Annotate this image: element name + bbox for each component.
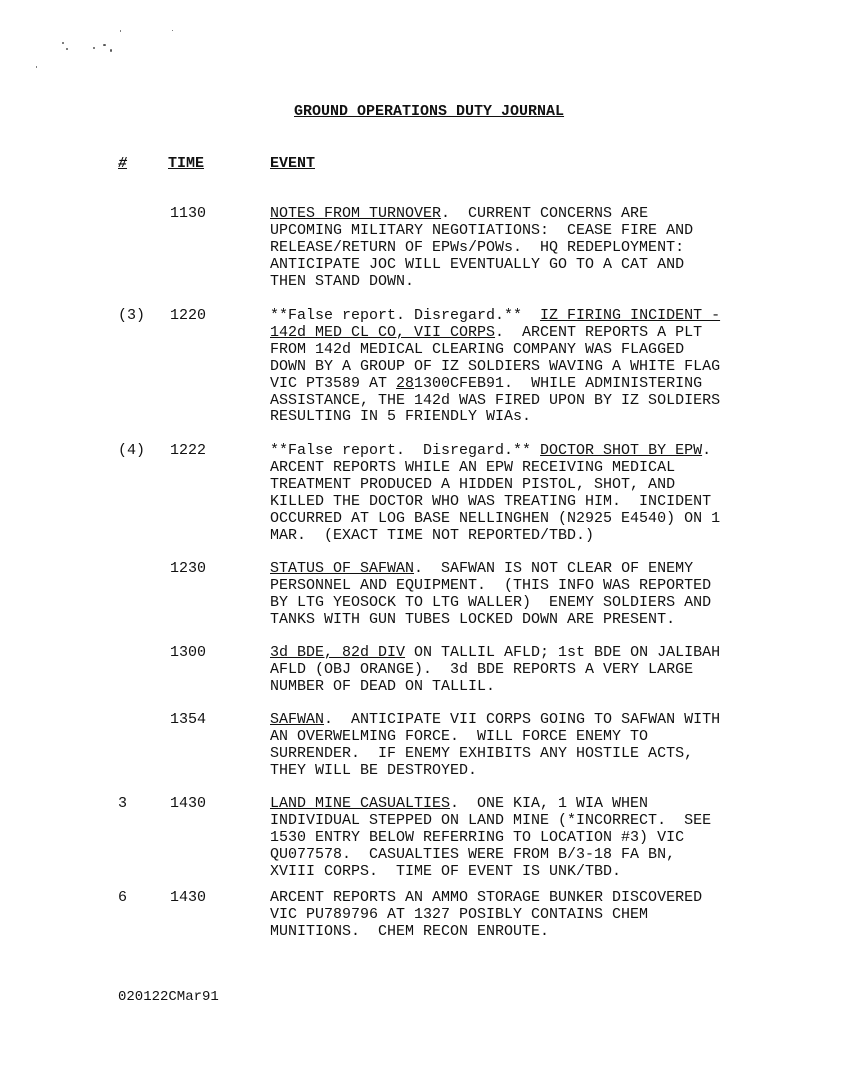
entry-event-text	[270, 443, 790, 544]
entry-time: 1430	[170, 795, 207, 812]
event-text-segment: THEN STAND DOWN.	[270, 272, 415, 290]
event-text-segment: ANTICIPATE JOC WILL EVENTUALLY GO TO A CAT AND	[270, 255, 685, 273]
scan-speck	[66, 48, 68, 50]
entry-time: 1354	[170, 711, 207, 728]
event-subject-underlined: SAFWAN	[270, 711, 325, 728]
event-text-segment: INDIVIDUAL STEPPED ON LAND MINE (*INCORRECT. SEE	[270, 811, 712, 829]
event-line	[270, 578, 790, 595]
event-line	[270, 206, 790, 223]
event-line	[270, 595, 790, 612]
event-text-segment: PERSONNEL AND EQUIPMENT. (THIS INFO WAS REPORTED	[270, 576, 712, 594]
event-text-segment: VIC PT3589 AT	[270, 374, 397, 392]
event-line	[270, 494, 790, 511]
event-line	[270, 240, 790, 257]
event-text-segment: **False report. Disregard.**	[270, 442, 541, 459]
event-text-segment: 1530 ENTRY BELOW REFERRING TO LOCATION #3) VIC	[270, 828, 685, 846]
entry-time: 1130	[170, 205, 207, 222]
scan-speck	[172, 30, 173, 31]
entry-event-text	[270, 796, 790, 881]
event-line	[270, 746, 790, 763]
event-subject-underlined: STATUS OF SAFWAN	[270, 560, 415, 577]
event-line	[270, 796, 790, 813]
event-line	[270, 257, 790, 274]
event-subject-underlined: IZ FIRING INCIDENT -	[540, 307, 721, 324]
event-text-segment: MUNITIONS. CHEM RECON ENROUTE.	[270, 922, 550, 940]
event-text-segment: . ARCENT REPORTS A PLT	[495, 323, 703, 341]
event-line	[270, 561, 790, 578]
entry-event-text	[270, 712, 790, 780]
entry-number: (4)	[118, 442, 146, 459]
event-text-segment: DOWN BY A GROUP OF IZ SOLDIERS WAVING A WHITE FLAG	[270, 357, 721, 375]
scan-speck	[62, 42, 64, 44]
entry-event-text	[270, 206, 790, 291]
event-text-segment: ARCENT REPORTS WHILE AN EPW RECEIVING MEDICAL	[270, 458, 676, 476]
event-text-segment: UPCOMING MILITARY NEGOTIATIONS: CEASE FIRE AND	[270, 221, 694, 239]
event-text-segment: AFLD (OBJ ORANGE). 3d BDE REPORTS A VERY LARGE	[270, 660, 694, 678]
document-footer-id: 020122CMar91	[118, 989, 219, 1005]
scan-speck	[110, 49, 112, 52]
event-text-segment: . ONE KIA, 1 WIA WHEN	[450, 795, 649, 812]
event-line	[270, 662, 790, 679]
event-text-segment: OCCURRED AT LOG BASE NELLINGHEN (N2925 E4540) ON 1	[270, 509, 721, 527]
event-text-segment: RESULTING IN 5 FRIENDLY WIAs.	[270, 408, 532, 426]
event-text-segment: SURRENDER. IF ENEMY EXHIBITS ANY HOSTILE ACTS,	[270, 744, 694, 762]
event-line	[270, 890, 790, 907]
entry-number: 3	[118, 795, 128, 812]
event-line	[270, 511, 790, 528]
event-text-segment: TREATMENT PRODUCED A HIDDEN PISTOL, SHOT, AND	[270, 475, 676, 493]
event-subject-underlined: 142d MED CL CO, VII CORPS	[270, 323, 496, 341]
event-subject-underlined: LAND MINE CASUALTIES	[270, 795, 451, 812]
event-line	[270, 325, 790, 342]
event-line	[270, 924, 790, 941]
event-text-segment: . ANTICIPATE VII CORPS GOING TO SAFWAN WITH	[324, 711, 721, 728]
event-text-segment: . SAFWAN IS NOT CLEAR OF ENEMY	[414, 560, 694, 577]
event-text-segment: ARCENT REPORTS AN AMMO STORAGE BUNKER DISCOVERED	[270, 889, 703, 906]
event-line	[270, 460, 790, 477]
event-line	[270, 847, 790, 864]
event-line	[270, 308, 790, 325]
event-line	[270, 729, 790, 746]
event-line	[270, 528, 790, 545]
entry-event-text	[270, 890, 790, 941]
entry-time: 1220	[170, 307, 207, 324]
entry-time: 1230	[170, 560, 207, 577]
entry-number: 6	[118, 889, 128, 906]
event-text-segment: TANKS WITH GUN TUBES LOCKED DOWN ARE PRESENT.	[270, 610, 676, 628]
event-subject-underlined: DOCTOR SHOT BY EPW	[540, 442, 703, 459]
event-line	[270, 830, 790, 847]
entry-time: 1222	[170, 442, 207, 459]
event-line	[270, 813, 790, 830]
event-line	[270, 612, 790, 629]
event-line	[270, 712, 790, 729]
event-text-segment: .	[702, 442, 712, 459]
event-text-segment: NUMBER OF DEAD ON TALLIL.	[270, 677, 496, 695]
journal-title: GROUND OPERATIONS DUTY JOURNAL	[294, 103, 565, 120]
event-text-segment: ON TALLIL AFLD; 1st BDE ON JALIBAH	[405, 644, 721, 661]
event-text-segment: XVIII CORPS. TIME OF EVENT IS UNK/TBD.	[270, 862, 622, 880]
event-line	[270, 443, 790, 460]
event-text-segment: 1300CFEB91. WHILE ADMINISTERING	[414, 374, 703, 392]
event-subject-underlined: 28	[396, 374, 415, 392]
event-subject-underlined: 3d BDE, 82d DIV	[270, 644, 406, 661]
entry-event-text	[270, 561, 790, 629]
event-text-segment: MAR. (EXACT TIME NOT REPORTED/TBD.)	[270, 526, 595, 544]
scan-speck	[36, 66, 37, 68]
event-line	[270, 223, 790, 240]
event-text-segment: **False report. Disregard.**	[270, 307, 541, 324]
event-text-segment: VIC PU789796 AT 1327 POSIBLY CONTAINS CHEM	[270, 905, 649, 923]
event-line	[270, 376, 790, 393]
event-line	[270, 763, 790, 780]
entry-event-text	[270, 308, 790, 426]
event-line	[270, 679, 790, 696]
event-text-segment: AN OVERWELMING FORCE. WILL FORCE ENEMY TO	[270, 727, 649, 745]
event-line	[270, 477, 790, 494]
column-header-number: #	[118, 155, 128, 172]
event-text-segment: KILLED THE DOCTOR WHO WAS TREATING HIM. INCIDENT	[270, 492, 712, 510]
entry-time: 1300	[170, 644, 207, 661]
column-header-event: EVENT	[270, 155, 316, 172]
event-text-segment: RELEASE/RETURN OF EPWs/POWs. HQ REDEPLOYMENT:	[270, 238, 685, 256]
event-line	[270, 409, 790, 426]
scan-speck	[120, 30, 121, 32]
event-text-segment: QU077578. CASUALTIES WERE FROM B/3-18 FA BN,	[270, 845, 676, 863]
event-text-segment: FROM 142d MEDICAL CLEARING COMPANY WAS FLAGGED	[270, 340, 685, 358]
event-line	[270, 359, 790, 376]
column-header-time: TIME	[168, 155, 205, 172]
event-line	[270, 342, 790, 359]
event-text-segment: ASSISTANCE, THE 142d WAS FIRED UPON BY IZ SOLDIERS	[270, 391, 721, 409]
event-text-segment: . CURRENT CONCERNS ARE	[441, 205, 649, 222]
event-text-segment: THEY WILL BE DESTROYED.	[270, 761, 478, 779]
event-line	[270, 274, 790, 291]
scan-speck	[93, 47, 95, 49]
scan-speck	[103, 44, 106, 46]
event-line	[270, 907, 790, 924]
entry-number: (3)	[118, 307, 146, 324]
event-subject-underlined: NOTES FROM TURNOVER	[270, 205, 442, 222]
entry-event-text	[270, 645, 790, 696]
event-line	[270, 393, 790, 410]
event-text-segment: BY LTG YEOSOCK TO LTG WALLER) ENEMY SOLDIERS AND	[270, 593, 712, 611]
entry-time: 1430	[170, 889, 207, 906]
event-line	[270, 864, 790, 881]
event-line	[270, 645, 790, 662]
